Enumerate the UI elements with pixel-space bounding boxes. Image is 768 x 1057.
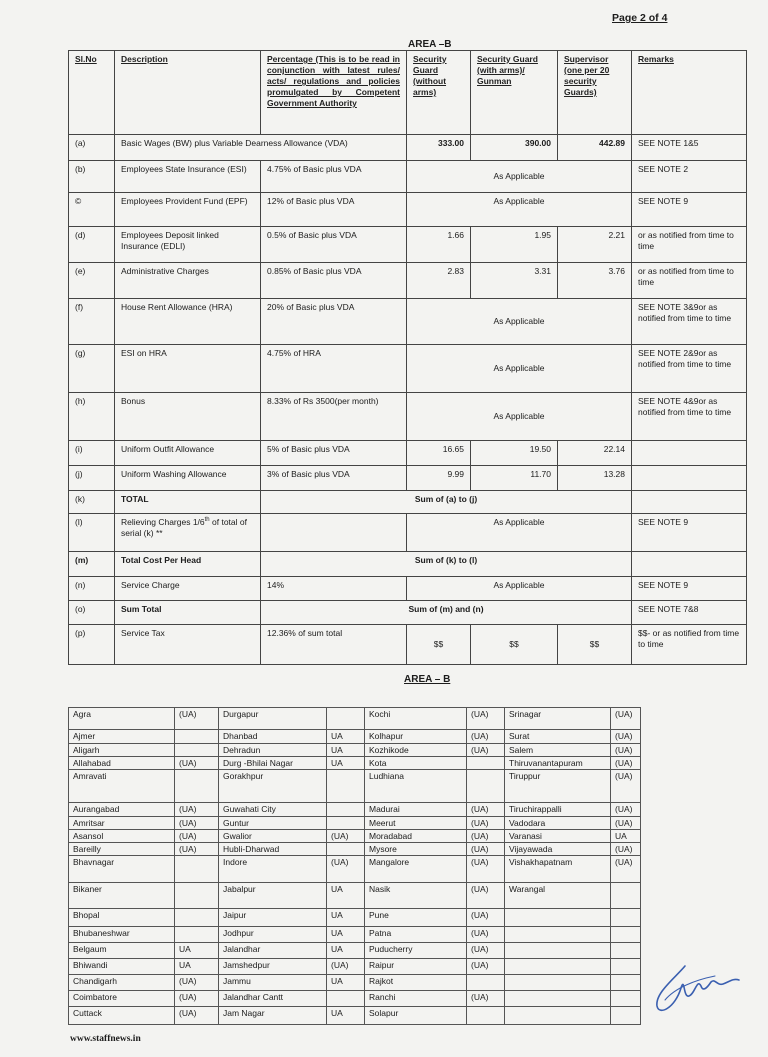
city-class (175, 856, 219, 883)
city-name: Amravati (69, 770, 175, 803)
city-name: Rajkot (365, 975, 467, 991)
header-guard: Security Guard (without arms) (407, 51, 471, 135)
city-class (611, 927, 641, 943)
guard-value: 9.99 (407, 466, 471, 491)
city-row (69, 770, 641, 803)
signature-image (645, 958, 745, 1018)
row-desc: Relieving Charges 1/6th of total of serial (k) ** (115, 514, 261, 552)
city-name: Nasik (365, 883, 467, 909)
city-class: (UA) (611, 730, 641, 744)
city-row (69, 991, 641, 1007)
city-name: Guwahati City (219, 803, 327, 816)
city-name: Hubli-Dharwad (219, 842, 327, 855)
city-row (69, 829, 641, 842)
city-class: (UA) (175, 1007, 219, 1025)
row-desc: TOTAL (115, 491, 261, 514)
city-name: Thiruvanantapuram (505, 757, 611, 770)
city-class: UA (327, 943, 365, 959)
merged-value: As Applicable (407, 161, 632, 193)
row-percentage: 8.33% of Rs 3500(per month) (261, 393, 407, 441)
city-class (175, 744, 219, 757)
row-remarks (632, 441, 747, 466)
supervisor-value: 22.14 (558, 441, 632, 466)
city-name: Vadodara (505, 816, 611, 829)
row-desc: Basic Wages (BW) plus Variable Dearness Allowance (VDA) (115, 135, 407, 161)
row-sl: (e) (69, 263, 115, 299)
row-desc: House Rent Allowance (HRA) (115, 299, 261, 345)
city-name: Indore (219, 856, 327, 883)
page-number: Page 2 of 4 (612, 12, 668, 24)
city-name: Varanasi (505, 829, 611, 842)
guard-value: 333.00 (407, 135, 471, 161)
city-class: UA (175, 943, 219, 959)
city-class (175, 730, 219, 744)
row-desc: Administrative Charges (115, 263, 261, 299)
row-sl: (i) (69, 441, 115, 466)
gunman-value: 19.50 (471, 441, 558, 466)
city-name (505, 909, 611, 927)
city-name: Jodhpur (219, 927, 327, 943)
row-percentage: 14% (261, 577, 407, 601)
city-row (69, 943, 641, 959)
city-class (327, 991, 365, 1007)
row-desc: Bonus (115, 393, 261, 441)
supervisor-value: 13.28 (558, 466, 632, 491)
header-percentage: Percentage (This is to be read in conjunction with latest rules/ acts/ regulations and policies promulgated by Competent Government Authority (261, 51, 407, 135)
city-class: (UA) (611, 757, 641, 770)
city-row (69, 744, 641, 757)
city-name: Ludhiana (365, 770, 467, 803)
row-sl: (h) (69, 393, 115, 441)
row-desc: Service Charge (115, 577, 261, 601)
city-row (69, 856, 641, 883)
city-name (505, 959, 611, 975)
row-remarks: SEE NOTE 1&5 (632, 135, 747, 161)
city-class (467, 757, 505, 770)
city-name: Durgapur (219, 708, 327, 730)
row-sl: (d) (69, 227, 115, 263)
city-name: Bhopal (69, 909, 175, 927)
city-class: (UA) (175, 816, 219, 829)
city-row (69, 1007, 641, 1025)
row-percentage: 5% of Basic plus VDA (261, 441, 407, 466)
city-class (611, 975, 641, 991)
city-class: UA (327, 757, 365, 770)
city-class: (UA) (467, 991, 505, 1007)
city-name: Amritsar (69, 816, 175, 829)
city-name: Mysore (365, 842, 467, 855)
city-name: Moradabad (365, 829, 467, 842)
table-row (69, 514, 747, 552)
row-desc: Employees State Insurance (ESI) (115, 161, 261, 193)
row-sl: (k) (69, 491, 115, 514)
city-class (327, 816, 365, 829)
city-class: UA (327, 1007, 365, 1025)
city-class: UA (327, 927, 365, 943)
row-desc: Service Tax (115, 625, 261, 665)
row-sl: © (69, 193, 115, 227)
table-row (69, 441, 747, 466)
city-class (611, 883, 641, 909)
city-name: Mangalore (365, 856, 467, 883)
row-sl: (p) (69, 625, 115, 665)
city-name: Tiruppur (505, 770, 611, 803)
row-remarks: SEE NOTE 2 (632, 161, 747, 193)
city-class: (UA) (467, 744, 505, 757)
city-class: (UA) (175, 757, 219, 770)
city-name: Kozhikode (365, 744, 467, 757)
row-desc: ESI on HRA (115, 345, 261, 393)
table-row (69, 393, 747, 441)
gunman-value: 390.00 (471, 135, 558, 161)
city-row (69, 816, 641, 829)
city-class (467, 1007, 505, 1025)
supervisor-value: $$ (558, 625, 632, 665)
table-row (69, 299, 747, 345)
merged-value: Sum of (a) to (j) (261, 491, 632, 514)
city-name: Guntur (219, 816, 327, 829)
city-row (69, 959, 641, 975)
city-row (69, 909, 641, 927)
header-description: Description (115, 51, 261, 135)
city-class: (UA) (175, 829, 219, 842)
cities-table (68, 707, 641, 1025)
city-class: (UA) (611, 816, 641, 829)
city-name: Aurangabad (69, 803, 175, 816)
header-supervisor: Supervisor (one per 20 security Guards) (558, 51, 632, 135)
header-gunman: Security Guard (with arms)/ Gunman (471, 51, 558, 135)
table-row (69, 552, 747, 577)
area-title-bottom: AREA – B (404, 674, 451, 685)
city-name: Tiruchirappalli (505, 803, 611, 816)
row-desc: Total Cost Per Head (115, 552, 261, 577)
city-class: (UA) (611, 708, 641, 730)
row-sl: (n) (69, 577, 115, 601)
table-row (69, 345, 747, 393)
city-name: Agra (69, 708, 175, 730)
city-name: Ajmer (69, 730, 175, 744)
city-class: (UA) (467, 909, 505, 927)
row-sl: (o) (69, 601, 115, 625)
row-percentage: 3% of Basic plus VDA (261, 466, 407, 491)
merged-value: As Applicable (407, 345, 632, 393)
city-class: UA (327, 730, 365, 744)
city-class (611, 959, 641, 975)
city-name: Cuttack (69, 1007, 175, 1025)
header-slno: Sl.No (69, 51, 115, 135)
table-row (69, 227, 747, 263)
city-name: Solapur (365, 1007, 467, 1025)
footer-website: www.staffnews.in (70, 1034, 141, 1044)
merged-value: As Applicable (407, 299, 632, 345)
gunman-value: 3.31 (471, 263, 558, 299)
city-class (175, 927, 219, 943)
row-desc: Uniform Washing Allowance (115, 466, 261, 491)
row-remarks (632, 466, 747, 491)
guard-value: 1.66 (407, 227, 471, 263)
city-row (69, 757, 641, 770)
city-name: Jaipur (219, 909, 327, 927)
city-class: (UA) (467, 959, 505, 975)
city-name: Kochi (365, 708, 467, 730)
row-desc: Employees Provident Fund (EPF) (115, 193, 261, 227)
city-name: Jammu (219, 975, 327, 991)
city-class: (UA) (611, 744, 641, 757)
city-class (327, 708, 365, 730)
row-sl: (g) (69, 345, 115, 393)
city-class: UA (327, 975, 365, 991)
row-sl: (m) (69, 552, 115, 577)
city-name: Jalandhar (219, 943, 327, 959)
city-class: (UA) (467, 883, 505, 909)
merged-value: As Applicable (407, 514, 632, 552)
merged-value: Sum of (m) and (n) (261, 601, 632, 625)
city-name: Chandigarh (69, 975, 175, 991)
city-name: Jalandhar Cantt (219, 991, 327, 1007)
city-class: (UA) (327, 829, 365, 842)
city-name: Bhiwandi (69, 959, 175, 975)
city-class: (UA) (175, 842, 219, 855)
city-class (327, 803, 365, 816)
city-name: Bareilly (69, 842, 175, 855)
supervisor-value: 2.21 (558, 227, 632, 263)
wage-table (68, 50, 747, 665)
table-row (69, 193, 747, 227)
row-percentage: 0.5% of Basic plus VDA (261, 227, 407, 263)
city-row (69, 730, 641, 744)
city-class: UA (611, 829, 641, 842)
row-sl: (f) (69, 299, 115, 345)
row-remarks: $$- or as notified from time to time (632, 625, 747, 665)
city-name: Meerut (365, 816, 467, 829)
city-name: Salem (505, 744, 611, 757)
table-row (69, 135, 747, 161)
city-class (611, 943, 641, 959)
row-percentage (261, 514, 407, 552)
row-sl: (b) (69, 161, 115, 193)
city-name: Bikaner (69, 883, 175, 909)
row-remarks: SEE NOTE 9 (632, 514, 747, 552)
table-row (69, 625, 747, 665)
city-name: Srinagar (505, 708, 611, 730)
city-class: (UA) (467, 856, 505, 883)
supervisor-value: 3.76 (558, 263, 632, 299)
merged-value: Sum of (k) to (l) (261, 552, 632, 577)
city-class: (UA) (175, 975, 219, 991)
header-remarks: Remarks (632, 51, 747, 135)
city-class: (UA) (467, 943, 505, 959)
guard-value: $$ (407, 625, 471, 665)
city-name: Aligarh (69, 744, 175, 757)
city-name: Kota (365, 757, 467, 770)
city-name: Surat (505, 730, 611, 744)
row-remarks: or as notified from time to time (632, 263, 747, 299)
row-desc: Sum Total (115, 601, 261, 625)
guard-value: 16.65 (407, 441, 471, 466)
row-percentage: 12.36% of sum total (261, 625, 407, 665)
city-class (611, 991, 641, 1007)
row-percentage: 20% of Basic plus VDA (261, 299, 407, 345)
row-remarks (632, 491, 747, 514)
city-row (69, 842, 641, 855)
city-class: (UA) (611, 856, 641, 883)
city-name (505, 943, 611, 959)
city-name (505, 1007, 611, 1025)
city-name: Dehradun (219, 744, 327, 757)
city-name: Belgaum (69, 943, 175, 959)
row-sl: (a) (69, 135, 115, 161)
city-class (175, 909, 219, 927)
city-class (327, 842, 365, 855)
city-class (175, 883, 219, 909)
header-row (69, 51, 747, 135)
city-name: Warangal (505, 883, 611, 909)
gunman-value: 1.95 (471, 227, 558, 263)
row-sl: (l) (69, 514, 115, 552)
city-class (611, 909, 641, 927)
city-class: UA (175, 959, 219, 975)
city-name: Allahabad (69, 757, 175, 770)
city-class: (UA) (327, 959, 365, 975)
city-row (69, 975, 641, 991)
city-name: Coimbatore (69, 991, 175, 1007)
city-class: (UA) (467, 829, 505, 842)
city-row (69, 803, 641, 816)
merged-value: As Applicable (407, 393, 632, 441)
city-class: (UA) (467, 927, 505, 943)
row-remarks: or as notified from time to time (632, 227, 747, 263)
city-class: (UA) (467, 730, 505, 744)
city-name: Durg -Bhilai Nagar (219, 757, 327, 770)
table-row (69, 577, 747, 601)
city-row (69, 927, 641, 943)
city-class (611, 1007, 641, 1025)
city-name (505, 991, 611, 1007)
row-percentage: 0.85% of Basic plus VDA (261, 263, 407, 299)
city-class: UA (327, 909, 365, 927)
area-title-top: AREA –B (408, 39, 452, 50)
city-name: Bhubaneshwar (69, 927, 175, 943)
city-class: (UA) (175, 803, 219, 816)
city-name: Gorakhpur (219, 770, 327, 803)
city-name: Bhavnagar (69, 856, 175, 883)
city-class: UA (327, 744, 365, 757)
city-name: Jamshedpur (219, 959, 327, 975)
city-name: Vishakhapatnam (505, 856, 611, 883)
city-name (505, 975, 611, 991)
row-percentage: 4.75% of HRA (261, 345, 407, 393)
city-class: (UA) (175, 708, 219, 730)
city-name: Gwalior (219, 829, 327, 842)
city-name: Vijayawada (505, 842, 611, 855)
city-class (467, 975, 505, 991)
supervisor-value: 442.89 (558, 135, 632, 161)
row-percentage: 4.75% of Basic plus VDA (261, 161, 407, 193)
table-row (69, 466, 747, 491)
city-row (69, 883, 641, 909)
row-desc: Employees Deposit linked Insurance (EDLI) (115, 227, 261, 263)
city-name: Asansol (69, 829, 175, 842)
table-row (69, 263, 747, 299)
row-remarks: SEE NOTE 7&8 (632, 601, 747, 625)
guard-value: 2.83 (407, 263, 471, 299)
row-remarks: SEE NOTE 4&9or as notified from time to time (632, 393, 747, 441)
city-name: Jam Nagar (219, 1007, 327, 1025)
table-row (69, 601, 747, 625)
city-class: (UA) (611, 803, 641, 816)
city-class (467, 770, 505, 803)
city-name: Kolhapur (365, 730, 467, 744)
city-class: (UA) (175, 991, 219, 1007)
row-remarks: SEE NOTE 2&9or as notified from time to time (632, 345, 747, 393)
merged-value: As Applicable (407, 193, 632, 227)
city-name: Jabalpur (219, 883, 327, 909)
city-class: UA (327, 883, 365, 909)
city-class: (UA) (611, 842, 641, 855)
city-class: (UA) (467, 842, 505, 855)
row-remarks: SEE NOTE 9 (632, 193, 747, 227)
table-row (69, 161, 747, 193)
row-percentage: 12% of Basic plus VDA (261, 193, 407, 227)
city-class: (UA) (327, 856, 365, 883)
row-sl: (j) (69, 466, 115, 491)
row-desc: Uniform Outfit Allowance (115, 441, 261, 466)
city-class: (UA) (467, 708, 505, 730)
city-name: Patna (365, 927, 467, 943)
table-row (69, 491, 747, 514)
city-row (69, 708, 641, 730)
city-name: Ranchi (365, 991, 467, 1007)
city-class (327, 770, 365, 803)
city-name: Madurai (365, 803, 467, 816)
city-name: Puducherry (365, 943, 467, 959)
row-remarks (632, 552, 747, 577)
city-name (505, 927, 611, 943)
city-name: Dhanbad (219, 730, 327, 744)
row-remarks: SEE NOTE 3&9or as notified from time to time (632, 299, 747, 345)
city-class: (UA) (467, 803, 505, 816)
gunman-value: $$ (471, 625, 558, 665)
city-class: (UA) (467, 816, 505, 829)
row-remarks: SEE NOTE 9 (632, 577, 747, 601)
merged-value: As Applicable (407, 577, 632, 601)
city-class: (UA) (611, 770, 641, 803)
city-name: Pune (365, 909, 467, 927)
city-name: Raipur (365, 959, 467, 975)
gunman-value: 11.70 (471, 466, 558, 491)
city-class (175, 770, 219, 803)
